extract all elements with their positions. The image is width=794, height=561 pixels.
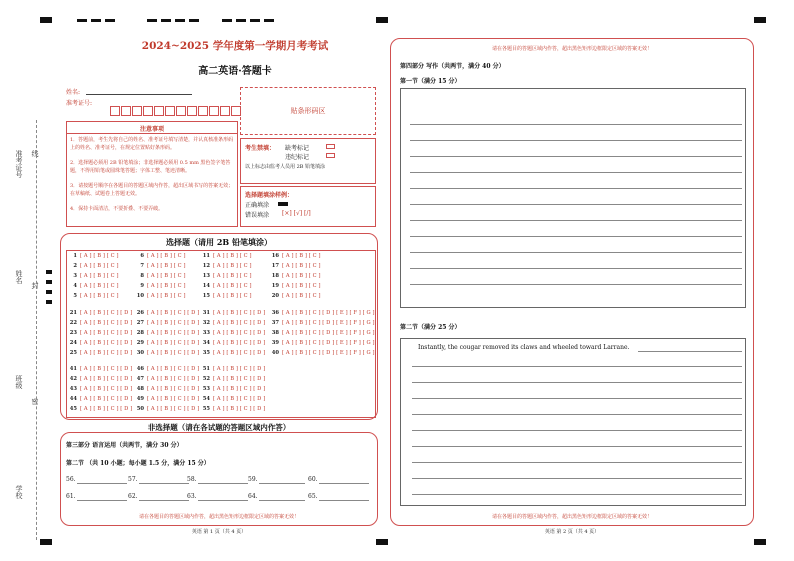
marker-dash [222, 19, 232, 22]
blank-label: 64. [248, 493, 258, 500]
answer-blank[interactable] [77, 500, 127, 501]
id-boxes[interactable] [110, 106, 242, 116]
mc-row[interactable]: 6 [ A ] [ B ] [ C ] [140, 253, 186, 259]
side-label-seal: 封 [31, 282, 39, 289]
part4-title: 第四部分 写作（共两节，满分 40 分） [400, 63, 505, 70]
mc-row[interactable]: 40 [ A ] [ B ] [ C ] [ D ] [ E ] [ F ] [ G ] [271, 350, 375, 356]
side-label-secret: 密 [31, 398, 39, 405]
marker-dash [105, 19, 115, 22]
id-label: 准考证号: [66, 100, 93, 107]
status-note: 以上标志由监考人员用 2B 铅笔填涂 [245, 164, 326, 170]
marker-block [40, 17, 52, 23]
mc-row[interactable]: 4 [ A ] [ B ] [ C ] [73, 283, 119, 289]
mc-row[interactable]: 38 [ A ] [ B ] [ C ] [ D ] [ E ] [ F ] [ G ] [271, 330, 375, 336]
fill-sample-title: 选择题填涂样例： [245, 192, 294, 199]
mc-row[interactable]: 20 [ A ] [ B ] [ C ] [271, 293, 321, 299]
mc-row[interactable]: 21 [ A ] [ B ] [ C ] [ D ] [69, 310, 133, 316]
mc-row[interactable]: 39 [ A ] [ B ] [ C ] [ D ] [ E ] [ F ] [ G ] [271, 340, 375, 346]
writing-line [412, 446, 742, 447]
writing-line [412, 462, 742, 463]
blank-label: 60. [308, 476, 318, 483]
writing-line [410, 204, 742, 205]
blank-label: 59. [248, 476, 258, 483]
marker-dash [91, 19, 101, 22]
mc-row[interactable]: 15 [ A ] [ B ] [ C ] [202, 293, 252, 299]
mc-row[interactable]: 3 [ A ] [ B ] [ C ] [73, 273, 119, 279]
mc-row[interactable]: 29 [ A ] [ B ] [ C ] [ D ] [136, 340, 200, 346]
mc-row[interactable]: 23 [ A ] [ B ] [ C ] [ D ] [69, 330, 133, 336]
marker-dash [161, 19, 171, 22]
mc-row[interactable]: 24 [ A ] [ B ] [ C ] [ D ] [69, 340, 133, 346]
barcode-label: 贴条形码区 [290, 107, 326, 115]
marker-block [376, 539, 388, 545]
writing-section1-title: 第一节（满分 15 分） [400, 78, 461, 85]
violation-label: 违纪标记 [285, 154, 310, 161]
notice-item: 2．选择题必须用 2B 铅笔填涂；非选择题必须用 0.5 mm 黑色签字笔答题，不得用铅笔或圆珠笔答题；字体工整、笔迹清晰。 [70, 160, 231, 174]
writing-line [410, 172, 742, 173]
mc-row[interactable]: 42 [ A ] [ B ] [ C ] [ D ] [69, 376, 133, 382]
marker-dash [175, 19, 185, 22]
mc-row[interactable]: 31 [ A ] [ B ] [ C ] [ D ] [202, 310, 266, 316]
violation-checkbox[interactable] [326, 153, 335, 158]
missing-checkbox[interactable] [326, 144, 335, 149]
blank-label: 63. [187, 493, 197, 500]
mc-row[interactable]: 52 [ A ] [ B ] [ C ] [ D ] [202, 376, 266, 382]
mc-row[interactable]: 37 [ A ] [ B ] [ C ] [ D ] [ E ] [ F ] [ G ] [271, 320, 375, 326]
mc-row[interactable]: 19 [ A ] [ B ] [ C ] [271, 283, 321, 289]
mc-row[interactable]: 30 [ A ] [ B ] [ C ] [ D ] [136, 350, 200, 356]
mc-row[interactable]: 17 [ A ] [ B ] [ C ] [271, 263, 321, 269]
answer-blank[interactable] [139, 483, 189, 484]
answer-blank[interactable] [319, 483, 369, 484]
mc-row[interactable]: 5 [ A ] [ B ] [ C ] [73, 293, 119, 299]
wrong-fill-marks: [×] [√] [/] [282, 210, 311, 217]
writing-line [410, 156, 742, 157]
mc-row[interactable]: 10 [ A ] [ B ] [ C ] [136, 293, 186, 299]
marker-block [376, 17, 388, 23]
answer-blank[interactable] [259, 483, 305, 484]
mc-row[interactable]: 50 [ A ] [ B ] [ C ] [ D ] [136, 406, 200, 412]
side-label-class: 班级 [15, 375, 23, 389]
mc-row[interactable]: 25 [ A ] [ B ] [ C ] [ D ] [69, 350, 133, 356]
mc-row[interactable]: 55 [ A ] [ B ] [ C ] [ D ] [202, 406, 266, 412]
marker-block [754, 539, 766, 545]
mc-row[interactable]: 54 [ A ] [ B ] [ C ] [ D ] [202, 396, 266, 402]
blank-label: 62. [128, 493, 138, 500]
mc-row[interactable]: 27 [ A ] [ B ] [ C ] [ D ] [136, 320, 200, 326]
writing-line [410, 140, 742, 141]
notice-item: 3．请按题号顺序在各题目的答题区域内作答，超出区域书写的答案无效；在草稿纸、试题卷上答题无效。 [70, 183, 234, 197]
status-label: 考生禁填： [245, 145, 276, 152]
marker-dash [77, 19, 87, 22]
writing-line [410, 284, 742, 285]
writing-line [412, 414, 742, 415]
exam-title: 2024~2025 学年度第一学期月考考试 [141, 40, 329, 52]
notice-title: 注意事项 [139, 126, 164, 133]
writing-area-2[interactable] [400, 338, 746, 506]
writing-line [412, 478, 742, 479]
cut-line [36, 120, 37, 540]
blank-label: 56. [66, 476, 76, 483]
side-label-name: 姓名 [15, 270, 23, 284]
footer-left: 英语 第 1 页（共 4 页） [191, 529, 247, 535]
mc-row[interactable]: 35 [ A ] [ B ] [ C ] [ D ] [202, 350, 266, 356]
warning-left: 请在各题目的答题区域内作答，超出黑色矩形边框限定区域的答案无效！ [138, 514, 299, 520]
name-field[interactable] [86, 94, 192, 95]
marker-dash [236, 19, 246, 22]
mc-row[interactable]: 49 [ A ] [ B ] [ C ] [ D ] [136, 396, 200, 402]
mc-row[interactable]: 33 [ A ] [ B ] [ C ] [ D ] [202, 330, 266, 336]
marker-dash [147, 19, 157, 22]
mc-row[interactable]: 41 [ A ] [ B ] [ C ] [ D ] [69, 366, 133, 372]
mc-row[interactable]: 8 [ A ] [ B ] [ C ] [140, 273, 186, 279]
wrong-fill-label: 错误填涂 [245, 212, 270, 219]
mc-row[interactable]: 26 [ A ] [ B ] [ C ] [ D ] [136, 310, 200, 316]
blank-label: 58. [187, 476, 197, 483]
mc-row[interactable]: 34 [ A ] [ B ] [ C ] [ D ] [202, 340, 266, 346]
mc-row[interactable]: 32 [ A ] [ B ] [ C ] [ D ] [202, 320, 266, 326]
answer-blank[interactable] [77, 483, 127, 484]
mc-row[interactable]: 9 [ A ] [ B ] [ C ] [140, 283, 186, 289]
warning-right-top: 请在各题目的答题区域内作答，超出黑色矩形边框限定区域的答案无效！ [491, 46, 652, 52]
section2-title: 第二节 （共 10 小题；每小题 1.5 分，满分 15 分） [66, 460, 210, 467]
writing-line [412, 382, 742, 383]
writing-prompt: Instantly, the cougar removed its claws and wheeled toward Larrane. [418, 344, 630, 351]
writing-area-1[interactable] [400, 88, 746, 308]
mc-row[interactable]: 43 [ A ] [ B ] [ C ] [ D ] [69, 386, 133, 392]
writing-line [410, 188, 742, 189]
answer-blank[interactable] [198, 500, 248, 501]
answer-blank[interactable] [198, 483, 248, 484]
mc-row[interactable]: 14 [ A ] [ B ] [ C ] [202, 283, 252, 289]
mc-row[interactable]: 44 [ A ] [ B ] [ C ] [ D ] [69, 396, 133, 402]
correct-fill-sample [278, 202, 288, 206]
mc-row[interactable]: 1 [ A ] [ B ] [ C ] [73, 253, 119, 259]
mc-row[interactable]: 7 [ A ] [ B ] [ C ] [140, 263, 186, 269]
writing-line [410, 252, 742, 253]
writing-line [412, 430, 742, 431]
exam-subtitle: 高二英语·答题卡 [198, 66, 272, 77]
writing-section2-title: 第二节（满分 25 分） [400, 324, 461, 331]
notice-item: 4．保持卡面清洁，不要折叠、不要弄破。 [70, 206, 164, 212]
marker-dash [189, 19, 199, 22]
writing-line [412, 398, 742, 399]
mc-row[interactable]: 18 [ A ] [ B ] [ C ] [271, 273, 321, 279]
blank-label: 61. [66, 493, 76, 500]
mc-row[interactable]: 48 [ A ] [ B ] [ C ] [ D ] [136, 386, 200, 392]
side-label-school: 学校 [15, 485, 23, 499]
mc-row[interactable]: 36 [ A ] [ B ] [ C ] [ D ] [ E ] [ F ] [ G ] [271, 310, 375, 316]
mc-row[interactable]: 16 [ A ] [ B ] [ C ] [271, 253, 321, 259]
mc-row[interactable]: 28 [ A ] [ B ] [ C ] [ D ] [136, 330, 200, 336]
side-label-line: 线 [31, 150, 39, 157]
side-marker [46, 300, 52, 304]
answer-blank[interactable] [259, 500, 305, 501]
mc-row[interactable]: 12 [ A ] [ B ] [ C ] [202, 263, 252, 269]
notice-item: 1．答题前，考生先将自己的姓名、准考证号填写清楚，并认真核准条形码上的姓名、准考证号，在规定位置贴好条形码。 [70, 137, 234, 151]
mc-row[interactable]: 22 [ A ] [ B ] [ C ] [ D ] [69, 320, 133, 326]
marker-dash [264, 19, 274, 22]
mc-row[interactable]: 46 [ A ] [ B ] [ C ] [ D ] [136, 366, 200, 372]
marker-dash [250, 19, 260, 22]
mc-row[interactable]: 13 [ A ] [ B ] [ C ] [202, 273, 252, 279]
writing-line [410, 268, 742, 269]
nonmc-title: 非选择题（请在各试题的答题区域内作答） [147, 423, 291, 432]
marker-block [754, 17, 766, 23]
side-label-id: 准考证号 [15, 150, 23, 178]
name-label: 姓名: [66, 89, 81, 96]
mc-row[interactable]: 47 [ A ] [ B ] [ C ] [ D ] [136, 376, 200, 382]
writing-line [638, 351, 742, 352]
writing-line [410, 236, 742, 237]
writing-line [412, 494, 742, 495]
side-marker [46, 290, 52, 294]
answer-blank[interactable] [319, 500, 369, 501]
writing-line [410, 124, 742, 125]
mc-title: 选择题（请用 2B 铅笔填涂） [166, 237, 272, 247]
blank-label: 57. [128, 476, 138, 483]
mc-row[interactable]: 45 [ A ] [ B ] [ C ] [ D ] [69, 406, 133, 412]
missing-label: 缺考标记 [285, 145, 310, 152]
notice-divider [66, 133, 238, 134]
warning-right-bottom: 请在各题目的答题区域内作答，超出黑色矩形边框限定区域的答案无效！ [491, 514, 652, 520]
writing-line [412, 366, 742, 367]
mc-row[interactable]: 2 [ A ] [ B ] [ C ] [73, 263, 119, 269]
side-marker [46, 270, 52, 274]
part3-title: 第三部分 语言运用（共两节，满分 30 分） [66, 442, 183, 449]
marker-block [40, 539, 52, 545]
mc-row[interactable]: 53 [ A ] [ B ] [ C ] [ D ] [202, 386, 266, 392]
blank-label: 65. [308, 493, 318, 500]
mc-row[interactable]: 51 [ A ] [ B ] [ C ] [ D ] [202, 366, 266, 372]
side-marker [46, 280, 52, 284]
writing-line [410, 220, 742, 221]
answer-blank[interactable] [139, 500, 189, 501]
footer-right: 英语 第 2 页（共 4 页） [544, 529, 600, 535]
correct-fill-label: 正确填涂 [245, 202, 270, 209]
mc-row[interactable]: 11 [ A ] [ B ] [ C ] [202, 253, 252, 259]
